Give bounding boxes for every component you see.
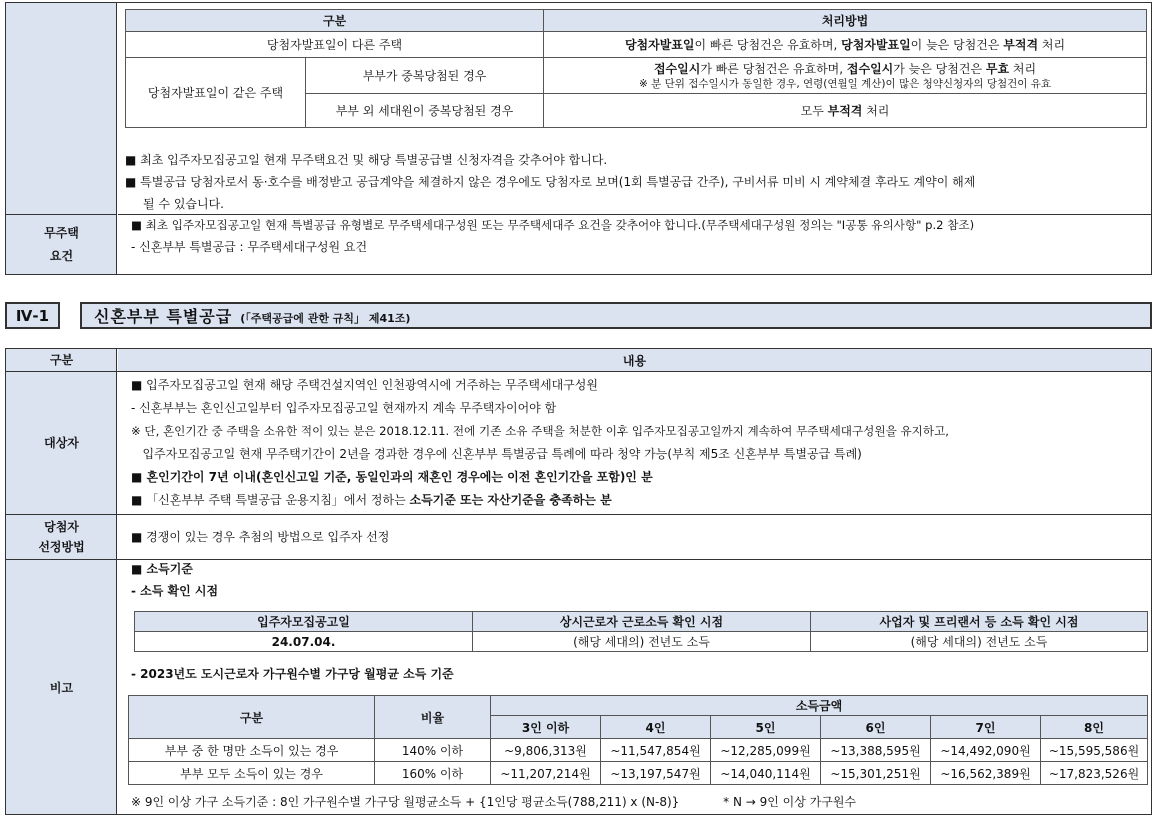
income-cell: ~14,040,114원 xyxy=(711,762,821,785)
income-header-ratio: 비율 xyxy=(375,696,491,739)
duplicate-win-section xyxy=(5,2,1152,275)
body-text: 이 빠른 당첨건은 유효하며, xyxy=(694,38,842,52)
target-line-2: - 신혼부부는 혼인신고일부터 입주자모집공고일 현재까지 계속 무주택자이어야 함 xyxy=(131,401,557,415)
row1-category: 당첨자발표일이 다른 주택 xyxy=(126,32,544,58)
body-text: 이 늦은 당첨건은 xyxy=(910,38,1004,52)
section-title-bar xyxy=(80,302,1152,329)
emphasis-text: 당첨자발표일 xyxy=(624,38,695,52)
income-footnote-2: * N → 9인 이상 가구원수 xyxy=(723,795,857,809)
table-row xyxy=(129,762,1148,785)
income-cell: ~16,562,389원 xyxy=(931,762,1041,785)
size-header: 3인 이하 xyxy=(491,716,601,739)
time-cell-3: (해당 세대의) 전년도 소득 xyxy=(811,632,1148,652)
target-line-5: ■ 혼인기간이 7년 이내(혼인신고일 기준, 동일인과의 재혼인 경우에는 이전 혼인기간을 포함)인 분 xyxy=(131,470,653,484)
remarks-label: 비고 xyxy=(49,680,74,695)
no-house-label-line1: 무주택 xyxy=(44,225,79,240)
winner-label-line1: 당첨자 xyxy=(44,520,79,534)
row3-sub: 부부 외 세대원이 중복당첨된 경우 xyxy=(306,94,544,128)
size-header: 7인 xyxy=(931,716,1041,739)
row2-method xyxy=(544,58,1147,94)
header-method: 처리방법 xyxy=(544,10,1147,32)
time-header-1: 입주자모집공고일 xyxy=(135,612,473,632)
section-number: Ⅳ-1 xyxy=(5,302,60,329)
income-standard: ■ 소득기준 xyxy=(131,562,193,576)
row2-method-text xyxy=(544,61,1146,77)
income-footnote xyxy=(131,791,1151,813)
row1-method xyxy=(544,32,1147,58)
no-house-text xyxy=(131,214,1151,258)
income-cell: ~12,285,099원 xyxy=(711,739,821,762)
winner-label xyxy=(6,515,117,559)
income-cell: ~15,595,586원 xyxy=(1041,739,1148,762)
income-cell: ~13,388,595원 xyxy=(821,739,931,762)
duplicate-win-table xyxy=(125,9,1147,128)
emphasis-text: 당첨자발표일 xyxy=(841,38,911,52)
size-header: 5인 xyxy=(711,716,821,739)
row3-method xyxy=(544,94,1147,128)
emphasis-text: 소득기준 또는 자산기준을 충족하는 분 xyxy=(409,493,612,507)
row2-method-note: ※ 분 단위 접수일시가 동일한 경우, 연령(연월일 계산)이 많은 청약신청자의 당첨건이 유효 xyxy=(638,77,1052,90)
income-footnote-1: ※ 9인 이상 가구 소득기준 : 8인 가구원수별 가구당 월평균소득 + {1인당 평균소득(788,211) x (N-8)} xyxy=(131,795,680,809)
top-note-2-cont: 될 수 있습니다. xyxy=(143,197,224,211)
divider xyxy=(6,371,1151,372)
size-header: 6인 xyxy=(821,716,931,739)
income-cell: ~9,806,313원 xyxy=(491,739,601,762)
header-category: 구분 xyxy=(126,10,544,32)
head-content: 내용 xyxy=(118,349,1151,371)
income-cell: ~11,207,214원 xyxy=(491,762,601,785)
row2-group: 당첨자발표일이 같은 주택 xyxy=(126,58,306,128)
body-text: ■ 「신혼부부 주택 특별공급 운용지침」에서 정하는 xyxy=(131,493,410,507)
time-header-3: 사업자 및 프리랜서 등 소득 확인 시점 xyxy=(811,612,1148,632)
emphasis-text: 접수일시 xyxy=(846,61,894,76)
target-line-3: ※ 단, 혼인기간 중 주택을 소유한 적이 있는 분은 2018.12.11. 전에 기존 소유 주택을 처분한 이후 입주자모집공고일까지 계속하여 무주택세대구성원을 유지하고, xyxy=(131,424,949,438)
income-header-amount: 소득금액 xyxy=(491,696,1148,716)
income-check-table xyxy=(134,611,1148,652)
income-row-ratio: 140% 이하 xyxy=(375,739,491,762)
body-text: 가 늦은 당첨건은 xyxy=(893,61,986,76)
body-text: 처리 xyxy=(862,104,890,118)
income-row-ratio: 160% 이하 xyxy=(375,762,491,785)
table-row xyxy=(129,739,1148,762)
target-line-4: 입주자모집공고일 현재 무주택기간이 2년을 경과한 경우에 신혼부부 특별공급 특례에 따라 청약 가능(부칙 제5조 신혼부부 특별공급 특례) xyxy=(131,447,862,461)
no-house-line2: - 신혼부부 특별공급 : 무주택세대구성원 요건 xyxy=(131,240,368,254)
time-cell-2: (해당 세대의) 전년도 소득 xyxy=(473,632,811,652)
income-header-category: 구분 xyxy=(129,696,375,739)
income-cell: ~17,823,526원 xyxy=(1041,762,1148,785)
size-header: 4인 xyxy=(601,716,711,739)
no-house-label-line2: 요건 xyxy=(49,248,74,263)
emphasis-text: 부적격 xyxy=(1003,38,1039,52)
target-line-1: ■ 입주자모집공고일 현재 해당 주택건설지역인 인천광역시에 거주하는 무주택세대구성원 xyxy=(131,378,598,392)
income-table-title: - 2023년도 도시근로자 가구원수별 가구당 월평균 소득 기준 xyxy=(131,667,454,681)
winner-text: ■ 경쟁이 있는 경우 추첨의 방법으로 입주자 선정 xyxy=(131,530,390,544)
newlywed-section xyxy=(5,348,1152,815)
section-subtitle: (「주택공급에 관한 규칙」 제41조) xyxy=(240,311,411,325)
body-text: 모두 xyxy=(800,104,828,118)
emphasis-text: 접수일시 xyxy=(653,61,701,76)
top-notes xyxy=(125,149,1147,215)
no-house-label xyxy=(6,214,117,274)
top-note-1: ■ 최초 입주자모집공고일 현재 무주택요건 및 해당 특별공급별 신청자격을 갖추어야 합니다. xyxy=(125,153,608,167)
income-cell: ~15,301,251원 xyxy=(821,762,931,785)
income-row-category: 부부 중 한 명만 소득이 있는 경우 xyxy=(129,739,375,762)
head-label: 구분 xyxy=(49,353,74,367)
emphasis-text: 부적격 xyxy=(827,104,863,118)
divider xyxy=(6,514,1151,515)
target-line-6 xyxy=(131,489,1151,511)
body-text: 처리 xyxy=(1009,61,1037,76)
income-standard-table xyxy=(128,695,1148,785)
no-house-line1: ■ 최초 입주자모집공고일 현재 특별공급 유형별로 무주택세대구성원 또는 무주택세대주 요건을 갖추어야 합니다.(무주택세대구성원 정의는 "Ⅰ공통 유의사항" p.2 참조) xyxy=(131,218,975,232)
income-cell: ~13,197,547원 xyxy=(601,762,711,785)
top-note-2: ■ 특별공급 당첨자로서 동·호수를 배정받고 공급계약을 체결하지 않은 경우에도 당첨자로 보며(1회 특별공급 간주), 구비서류 미비 시 계약체결 후라도 계약이 해제 xyxy=(125,175,976,189)
income-cell: ~11,547,854원 xyxy=(601,739,711,762)
size-header: 8인 xyxy=(1041,716,1148,739)
winner-label-line2: 선정방법 xyxy=(38,540,85,554)
target-label: 대상자 xyxy=(44,436,79,450)
emphasis-text: 무효 xyxy=(985,61,1010,76)
income-row-category: 부부 모두 소득이 있는 경우 xyxy=(129,762,375,785)
income-cell: ~14,492,090원 xyxy=(931,739,1041,762)
body-text: 가 빠른 당첨건은 유효하며, xyxy=(700,61,847,76)
time-cell-1: 24.07.04. xyxy=(135,632,473,652)
section-title: 신혼부부 특별공급 xyxy=(94,307,233,326)
time-header-2: 상시근로자 근로소득 확인 시점 xyxy=(473,612,811,632)
row2-sub: 부부가 중복당첨된 경우 xyxy=(306,58,544,94)
body-text: 처리 xyxy=(1038,38,1066,52)
income-check-time: - 소득 확인 시점 xyxy=(131,584,219,598)
